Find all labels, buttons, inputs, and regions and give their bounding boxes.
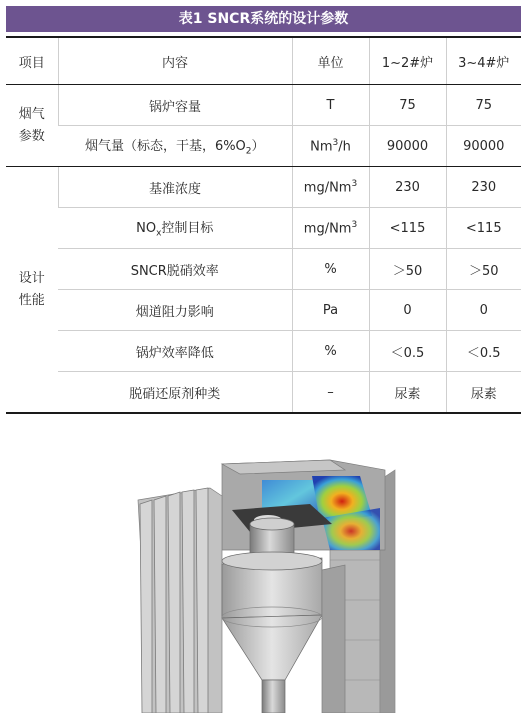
group-label-line: 烟气 参数 [18,106,45,144]
design-parameters-table [6,36,521,414]
cell-b12: <115 [369,208,446,249]
table-caption: 表1 SNCR系统的设计参数 [6,6,521,32]
cell-b34: 90000 [446,126,521,167]
cell-b12: ＜0.5 [369,331,446,372]
cell-b34: ＜0.5 [446,331,521,372]
table-row [6,372,521,414]
cell-unit: % [292,331,369,372]
header-boiler-1-2: 1~2#炉 [369,37,446,85]
text-part: ） [251,139,265,155]
table-row [6,331,521,372]
text-part: NO [136,221,157,237]
cell-b12: 0 [369,290,446,331]
cell-unit: – [292,372,369,414]
table-row [6,290,521,331]
table-row [6,85,521,126]
subscript: x [156,228,162,239]
cell-content: 脱硝还原剂种类 [58,372,292,414]
text-part: /h [338,139,351,155]
cell-content: SNCR脱硝效率 [58,249,292,290]
cell-b34: 75 [446,85,521,126]
superscript: 3 [351,178,358,189]
group-label-flue-gas [6,85,58,167]
cell-content: 基准浓度 [58,167,292,208]
group-label-line: 设计 性能 [18,270,45,308]
text-part: 烟气量（标态，干基，6%O [84,139,246,155]
cell-content [58,208,292,249]
table-row [6,126,521,167]
table-row [6,208,521,249]
cell-unit: % [292,249,369,290]
cell-unit: T [292,85,369,126]
cell-content: 锅炉容量 [58,85,292,126]
cell-content: 烟道阻力影响 [58,290,292,331]
subscript: 2 [245,146,252,157]
text-part: mg/Nm [303,180,352,196]
cell-b34: 0 [446,290,521,331]
header-item: 项目 [6,37,58,85]
cell-content [58,126,292,167]
cell-b34: ＞50 [446,249,521,290]
cell-b34: <115 [446,208,521,249]
cell-content: 锅炉效率降低 [58,331,292,372]
header-row [6,37,521,85]
cell-b12: 90000 [369,126,446,167]
cell-unit [292,126,369,167]
superscript: 3 [332,137,339,148]
text-part: mg/Nm [303,221,352,237]
text-part: 控制目标 [161,221,214,237]
superscript: 3 [351,219,358,230]
cell-unit [292,167,369,208]
cell-b12: 75 [369,85,446,126]
sncr-3d-model-figure [0,440,527,713]
cell-b34: 尿素 [446,372,521,414]
table-row [6,249,521,290]
text-part: Nm [310,139,333,155]
cell-unit [292,208,369,249]
cell-b34: 230 [446,167,521,208]
cell-unit: Pa [292,290,369,331]
header-content: 内容 [58,37,292,85]
cell-b12: ＞50 [369,249,446,290]
header-unit: 单位 [292,37,369,85]
cell-b12: 230 [369,167,446,208]
group-label-design-performance [6,167,58,414]
header-boiler-3-4: 3~4#炉 [446,37,521,85]
table-row [6,167,521,208]
cell-b12: 尿素 [369,372,446,414]
